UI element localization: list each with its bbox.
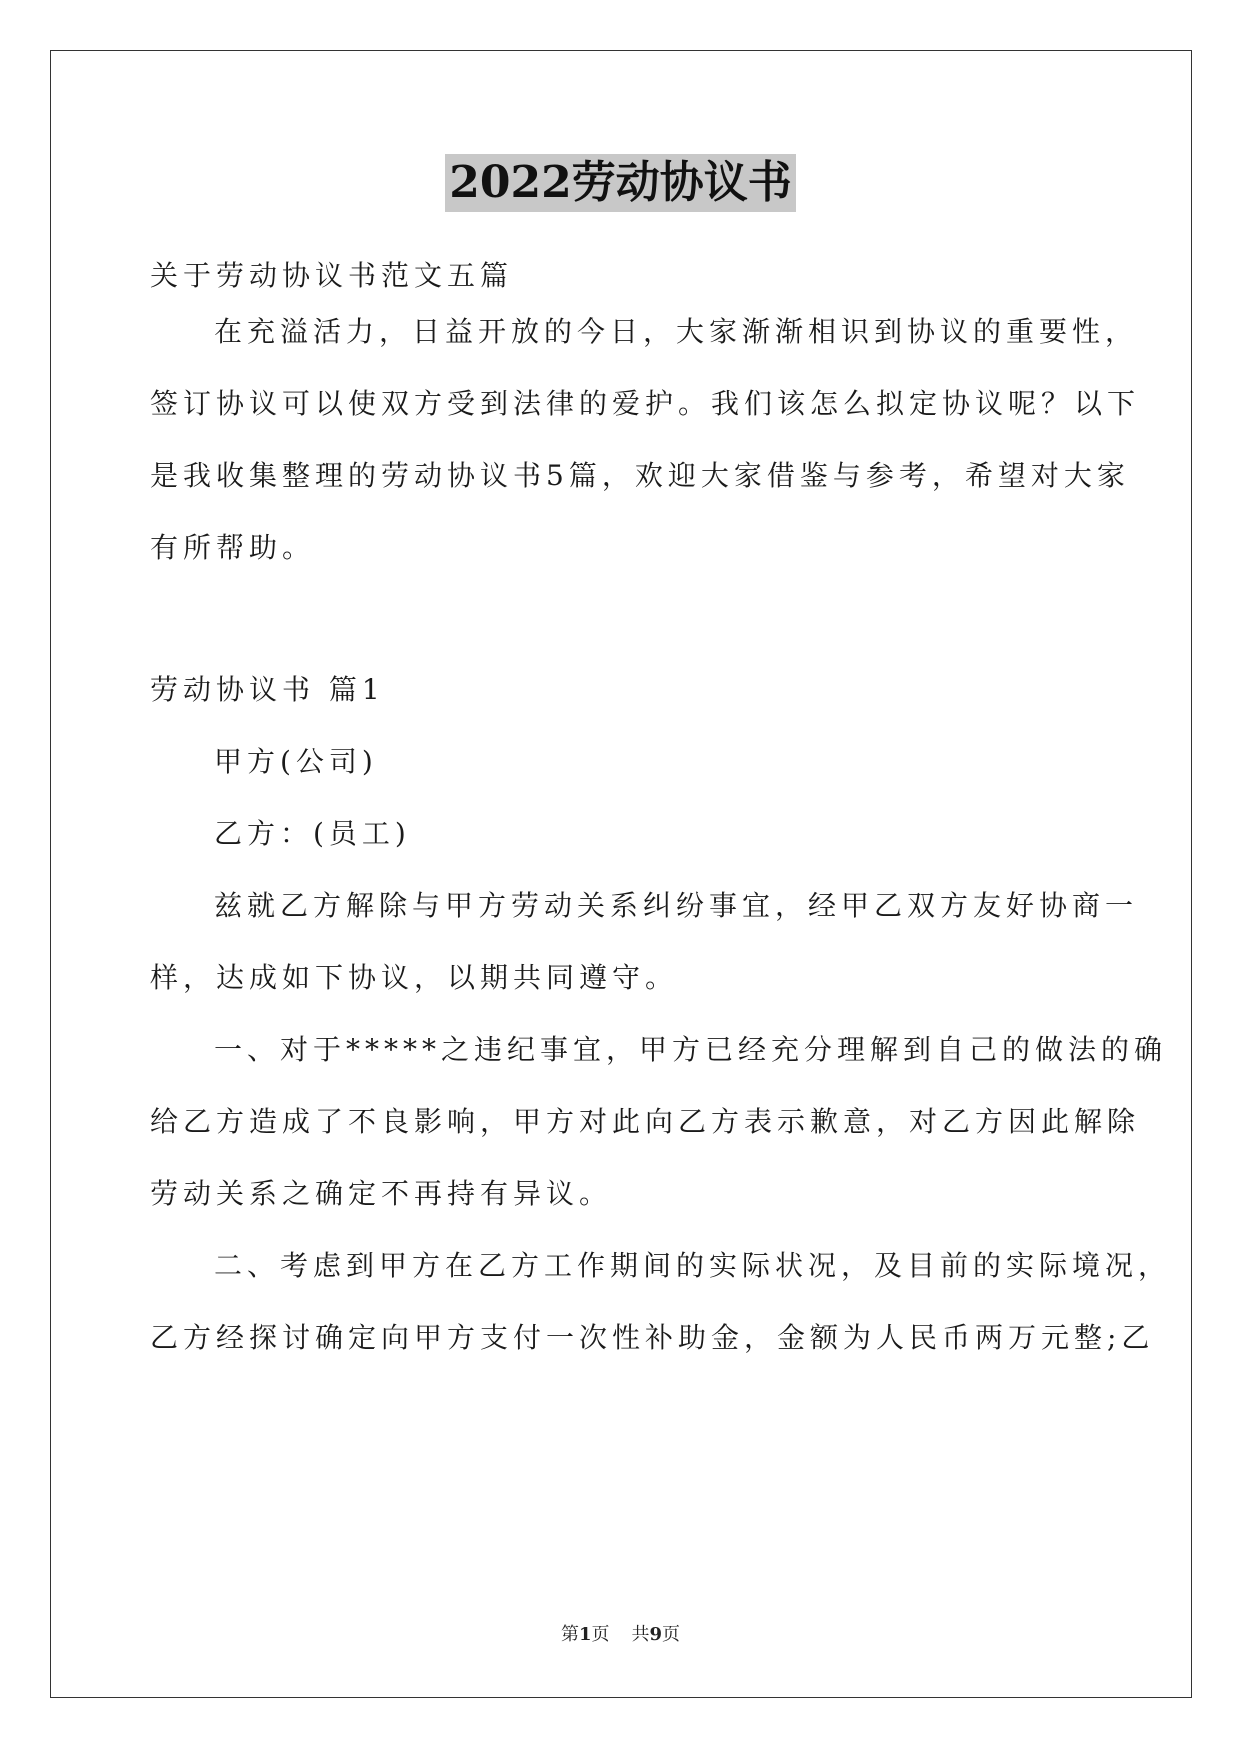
body-line-5: 劳动关系之确定不再持有异议。: [150, 1177, 613, 1210]
document-subtitle: 关于劳动协议书范文五篇: [150, 259, 514, 292]
title-text: 2022劳动协议书: [445, 154, 795, 212]
body-line-2: 样，达成如下协议，以期共同遵守。: [150, 961, 679, 994]
party-b: 乙方：(员工): [214, 817, 411, 850]
intro-line-1: 在充溢活力，日益开放的今日，大家渐渐相识到协议的重要性，: [214, 315, 1139, 348]
intro-line-3: 是我收集整理的劳动协议书5篇，欢迎大家借鉴与参考，希望对大家: [150, 459, 1130, 492]
body-line-3: 一、对于*****之违纪事宜，甲方已经充分理解到自己的做法的确: [214, 1033, 1168, 1066]
footer-total-pages: 9: [649, 1624, 663, 1645]
footer-total-suffix: 页: [662, 1624, 681, 1645]
section-heading: 劳动协议书 篇1: [150, 673, 385, 706]
intro-line-2: 签订协议可以使双方受到法律的爱护。我们该怎么拟定协议呢？以下: [150, 387, 1141, 420]
footer-page-number: 1: [578, 1624, 592, 1645]
intro-line-4: 有所帮助。: [150, 531, 316, 564]
body-line-1: 兹就乙方解除与甲方劳动关系纠纷事宜，经甲乙双方友好协商一: [214, 889, 1139, 922]
body-line-7: 乙方经探讨确定向甲方支付一次性补助金，金额为人民币两万元整;乙: [150, 1321, 1155, 1354]
footer-total-prefix: 共: [631, 1624, 650, 1645]
body-line-4: 给乙方造成了不良影响，甲方对此向乙方表示歉意，对乙方因此解除: [150, 1105, 1141, 1138]
page-footer: [0, 1623, 1241, 1647]
body-line-6: 二、考虑到甲方在乙方工作期间的实际状况，及目前的实际境况，: [214, 1249, 1172, 1282]
document-title: [0, 154, 1241, 212]
footer-page-prefix: 第: [560, 1624, 579, 1645]
footer-page-suffix: 页: [591, 1624, 610, 1645]
party-a: 甲方(公司): [214, 745, 378, 778]
page-border: [50, 50, 1192, 1698]
